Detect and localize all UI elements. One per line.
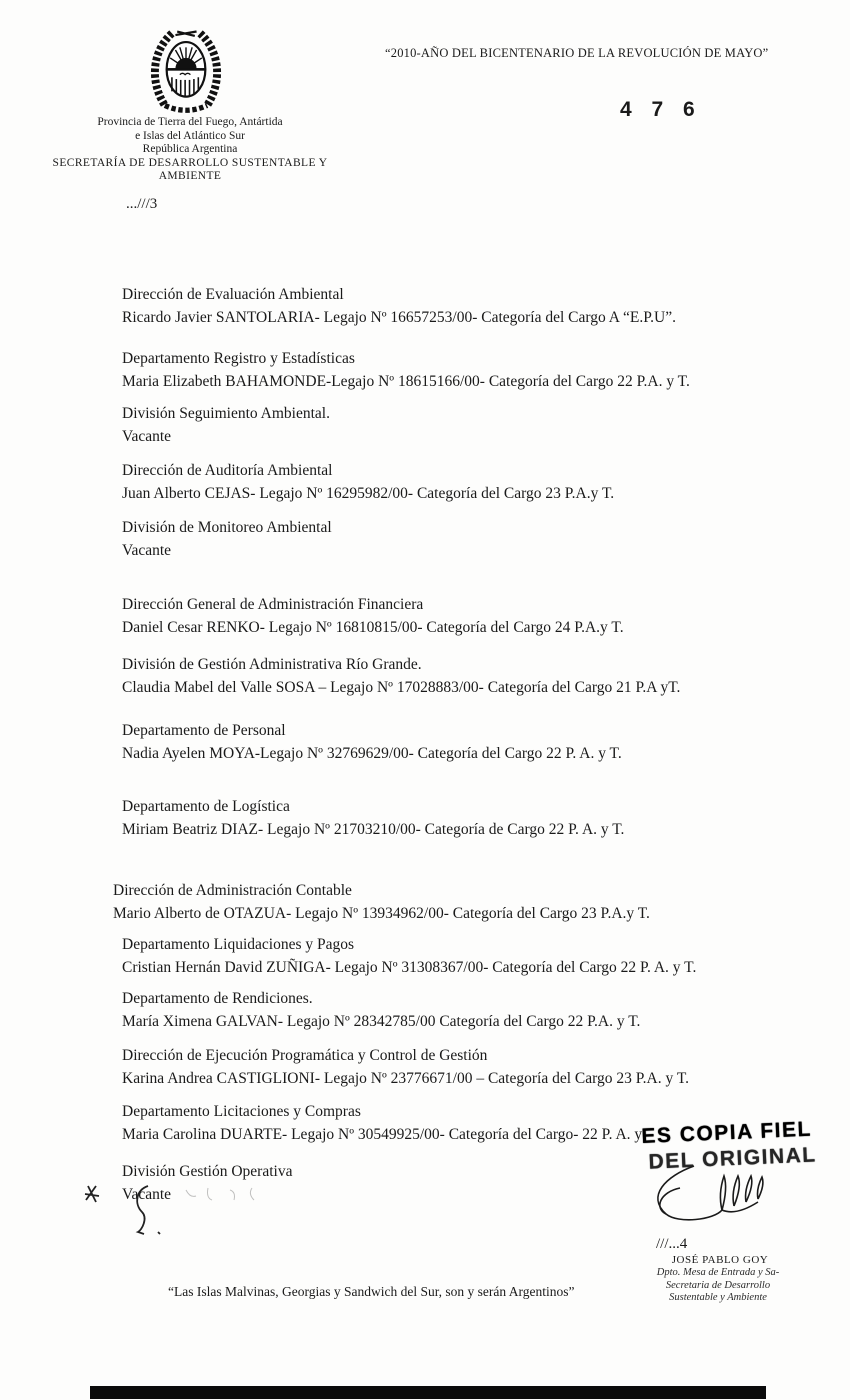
dept-line: Dpto. Mesa de Entrada y Sa- <box>656 1267 780 1278</box>
person-detail: Juan Alberto CEJAS- Legajo Nº 16295982/00- Categoría del Cargo 23 P.A.y T. <box>122 485 615 502</box>
signature-continuation-mark: ///...4 <box>656 1236 688 1252</box>
person-detail: Maria Elizabeth BAHAMONDE-Legajo Nº 18615166/00- Categoría del Cargo 22 P.A. y T. <box>122 373 690 390</box>
person-detail: Daniel Cesar RENKO- Legajo Nº 16810815/00- Categoría del Cargo 24 P.A.y T. <box>122 619 624 636</box>
dept-line: Secretaria de Desarrollo <box>665 1279 771 1291</box>
unit-title: Dirección de Evaluación Ambiental <box>122 286 344 303</box>
unit-title: División de Monitoreo Ambiental <box>122 519 332 536</box>
person-detail: Cristian Hernán David ZUÑIGA- Legajo Nº 31308367/00- Categoría del Cargo 22 P. A. y T. <box>122 959 697 976</box>
org-line: República Argentina <box>142 143 238 155</box>
unit-title: Departamento Registro y Estadísticas <box>122 350 355 367</box>
unit-title: Departamento de Rendiciones. <box>122 990 313 1007</box>
list-item <box>122 719 822 765</box>
unit-title: División de Gestión Administrativa Río Grande. <box>122 656 422 673</box>
list-item <box>122 593 822 639</box>
letterhead <box>25 116 355 184</box>
stamp-line: ES COPIA FIEL <box>640 1117 813 1149</box>
list-item <box>113 879 822 925</box>
unit-title: Dirección de Ejecución Programática y Control de Gestión <box>122 1047 488 1064</box>
pencil-smudge-icon <box>178 1182 268 1208</box>
list-item <box>122 795 822 841</box>
org-line: AMBIENTE <box>158 170 222 182</box>
footer-motto: “Las Islas Malvinas, Georgias y Sandwich del Sur, son y serán Argentinos” <box>168 1284 575 1299</box>
dept-line: Sustentable y Ambiente <box>669 1292 767 1303</box>
unit-title: División Gestión Operativa <box>122 1163 293 1180</box>
person-detail: Miriam Beatriz DIAZ- Legajo Nº 21703210/00- Categoría de Cargo 22 P. A. y T. <box>122 821 625 838</box>
person-detail: Vacante <box>122 428 172 445</box>
person-detail: Maria Carolina DUARTE- Legajo Nº 30549925/00- Categoría del Cargo- 22 P. A. y <box>122 1126 643 1143</box>
unit-title: Departamento Liquidaciones y Pagos <box>122 936 355 953</box>
unit-title: Dirección de Administración Contable <box>113 882 352 899</box>
unit-title: Dirección de Auditoría Ambiental <box>122 462 333 479</box>
list-item <box>122 347 822 393</box>
page-continuation-mark: ...///3 <box>126 196 158 212</box>
list-item <box>122 653 822 699</box>
unit-title: División Seguimiento Ambiental. <box>122 405 330 422</box>
unit-title: Departamento de Logística <box>122 798 290 815</box>
scan-artifact-bar <box>90 1386 766 1399</box>
folio-number: 4 7 6 <box>620 98 702 121</box>
unit-title: Departamento de Personal <box>122 722 286 739</box>
person-detail: Ricardo Javier SANTOLARIA- Legajo Nº 16657253/00- Categoría del Cargo A “E.P.U”. <box>122 309 676 326</box>
personnel-list <box>113 283 822 1206</box>
coat-of-arms-icon <box>140 28 232 116</box>
list-item <box>122 516 822 562</box>
stamp-line: DEL ORIGINAL <box>648 1143 818 1174</box>
list-item <box>122 987 822 1033</box>
org-line: Provincia de Tierra del Fuego, Antártida <box>97 116 283 128</box>
org-line: e Islas del Atlántico Sur <box>135 129 245 142</box>
person-detail: Mario Alberto de OTAZUA- Legajo Nº 13934962/00- Categoría del Cargo 23 P.A.y T. <box>113 905 650 922</box>
list-item <box>122 283 822 329</box>
person-detail: Nadia Ayelen MOYA-Legajo Nº 32769629/00- Categoría del Cargo 22 P. A. y T. <box>122 745 622 762</box>
signatory-name: JOSÉ PABLO GOY <box>671 1254 769 1266</box>
list-item <box>122 459 822 505</box>
person-detail: Claudia Mabel del Valle SOSA – Legajo Nº 17028883/00- Categoría del Cargo 21 P.A yT. <box>122 679 681 696</box>
person-detail: Vacante <box>122 1186 172 1203</box>
unit-title: Dirección General de Administración Financiera <box>122 596 424 613</box>
org-line: SECRETARÍA DE DESARROLLO SUSTENTABLE Y <box>52 156 328 169</box>
list-item <box>122 933 822 979</box>
person-detail: Vacante <box>122 542 172 559</box>
person-detail: María Ximena GALVAN- Legajo Nº 28342785/00 Categoría del Cargo 22 P.A. y T. <box>122 1013 641 1030</box>
year-motto: “2010-AÑO DEL BICENTENARIO DE LA REVOLUCIÓN DE MAYO” <box>385 46 769 60</box>
unit-title: Departamento Licitaciones y Compras <box>122 1103 361 1120</box>
list-item <box>122 1044 822 1090</box>
person-detail: Karina Andrea CASTIGLIONI- Legajo Nº 23776671/00 – Categoría del Cargo 23 P.A. y T. <box>122 1070 690 1087</box>
list-item <box>122 402 822 448</box>
